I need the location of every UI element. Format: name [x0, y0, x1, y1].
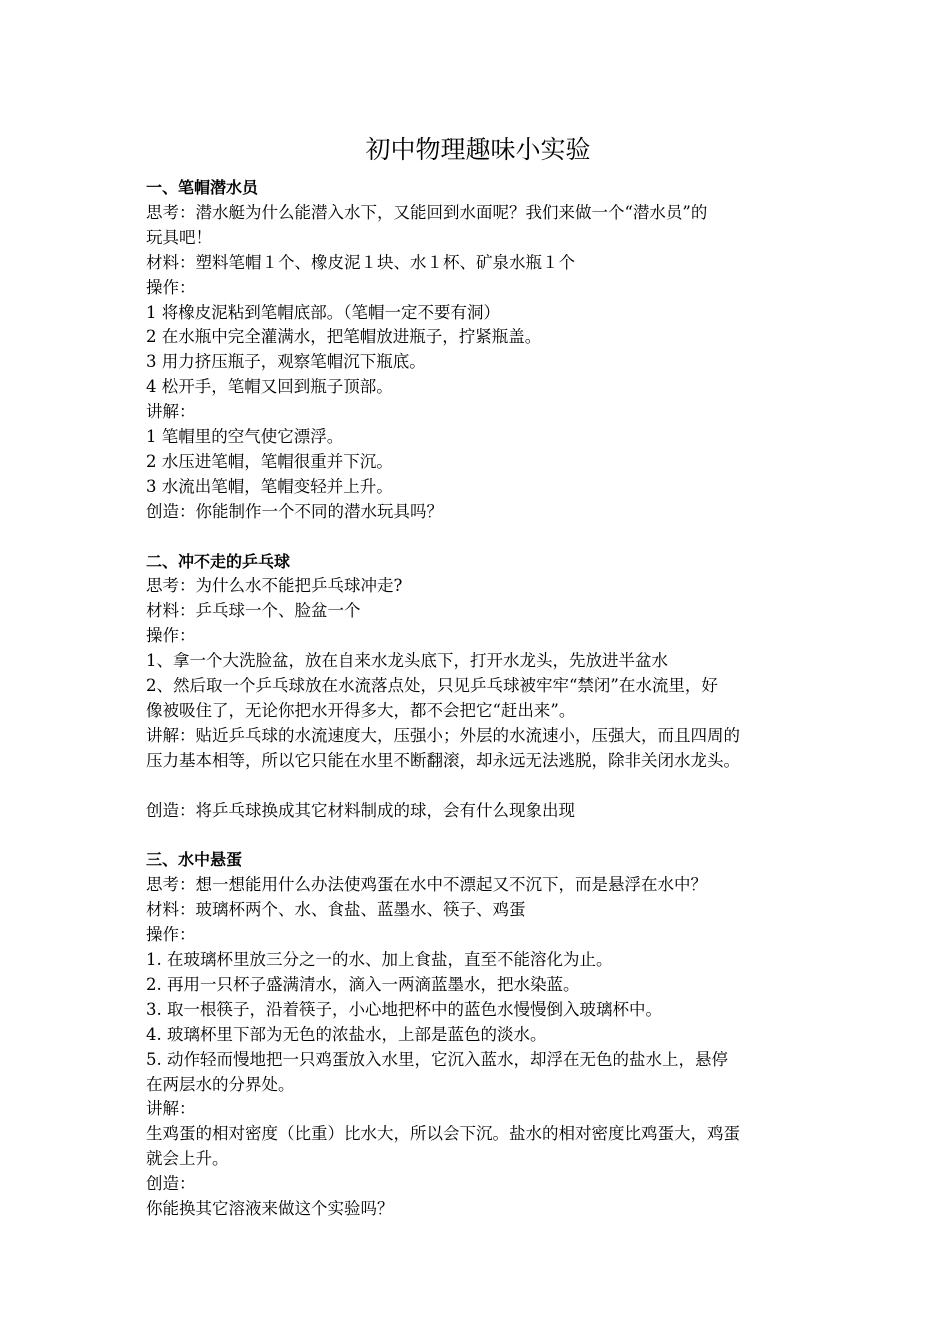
- paragraph-line: 3 用力挤压瓶子，观察笔帽沉下瓶底。: [146, 352, 426, 372]
- paragraph-line: 讲解：贴近乒乓球的水流速度大，压强小；外层的水流速小，压强大，而且四周的: [146, 725, 740, 745]
- paragraph-line: 操作：: [146, 626, 196, 646]
- paragraph-line: 思考：为什么水不能把乒乓球冲走?: [146, 576, 403, 596]
- section-suspended-egg: [146, 848, 810, 1222]
- paragraph-line: 2、然后取一个乒乓球放在水流落点处，只见乒乓球被牢牢“禁闭”在水流里，好: [146, 676, 718, 696]
- blank-line: [146, 525, 810, 550]
- blank-line: [146, 774, 810, 799]
- paragraph-line: 材料：乒乓球一个、脸盆一个: [146, 601, 361, 621]
- section-heading: 一、笔帽潜水员: [146, 178, 259, 197]
- paragraph-line: 压力基本相等，所以它只能在水里不断翻滚，却永远无法逃脱，除非关闭水龙头。: [146, 750, 740, 770]
- paragraph-line: 讲解：: [146, 1099, 196, 1119]
- paragraph-line: 5. 动作轻而慢地把一只鸡蛋放入水里，它沉入蓝水，却浮在无色的盐水上，悬停: [146, 1049, 728, 1069]
- paragraph-line: 操作：: [146, 277, 196, 297]
- blank-line: [146, 824, 810, 849]
- paragraph-line: 创造：你能制作一个不同的潜水玩具吗？: [146, 501, 443, 521]
- section-heading: 三、水中悬蛋: [146, 850, 243, 870]
- document-page: [146, 130, 810, 1222]
- paragraph-line: 讲解：: [146, 402, 196, 422]
- paragraph-line: 3 水流出笔帽，笔帽变轻并上升。: [146, 476, 393, 496]
- paragraph-line: 创造：将乒乓球换成其它材料制成的球，会有什么现象出现: [146, 800, 575, 820]
- paragraph-line: 1 将橡皮泥粘到笔帽底部。（笔帽一定不要有洞）: [146, 302, 500, 322]
- paragraph-line: 1. 在玻璃杯里放三分之一的水、加上食盐，直至不能溶化为止。: [146, 950, 613, 970]
- paragraph-line: 思考：想一想能用什么办法使鸡蛋在水中不漂起又不沉下，而是悬浮在水中？: [146, 875, 707, 895]
- paragraph-line: 操作：: [146, 925, 196, 945]
- paragraph-line: 在两层水的分界处。: [146, 1074, 295, 1094]
- paragraph-line: 4. 玻璃杯里下部为无色的浓盐水，上部是蓝色的淡水。: [146, 1024, 547, 1044]
- paragraph-line: 1、拿一个大洗脸盆，放在自来水龙头底下，打开水龙头，先放进半盆水: [146, 651, 668, 671]
- paragraph-line: 材料：塑料笔帽１个、橡皮泥１块、水１杯、矿泉水瓶１个: [146, 252, 575, 272]
- paragraph-line: 玩具吧！: [146, 227, 212, 247]
- paragraph-line: 生鸡蛋的相对密度（比重）比水大，所以会下沉。盐水的相对密度比鸡蛋大，鸡蛋: [146, 1124, 740, 1144]
- paragraph-line: 3. 取一根筷子，沿着筷子，小心地把杯中的蓝色水慢慢倒入玻璃杯中。: [146, 999, 662, 1019]
- page-title: 初中物理趣味小实验: [365, 135, 591, 164]
- paragraph-line: 1 笔帽里的空气使它漂浮。: [146, 427, 344, 447]
- section-ping-pong-ball: [146, 550, 810, 824]
- paragraph-line: 材料：玻璃杯两个、水、食盐、蓝墨水、筷子、鸡蛋: [146, 900, 526, 920]
- paragraph-line: 你能换其它溶液来做这个实验吗？: [146, 1199, 394, 1219]
- paragraph-line: 像被吸住了，无论你把水开得多大，都不会把它“赶出来”。: [146, 701, 576, 721]
- paragraph-line: 思考：潜水艇为什么能潜入水下，又能回到水面呢？我们来做一个“潜水员”的: [146, 202, 708, 222]
- section-diving-cap: [146, 176, 810, 525]
- paragraph-line: 就会上升。: [146, 1149, 229, 1169]
- paragraph-line: 2 在水瓶中完全灌满水，把笔帽放进瓶子，拧紧瓶盖。: [146, 327, 542, 347]
- paragraph-line: 2 水压进笔帽，笔帽很重并下沉。: [146, 451, 393, 471]
- section-heading: 二、冲不走的乒乓球: [146, 551, 291, 571]
- paragraph-line: 4 松开手，笔帽又回到瓶子顶部。: [146, 377, 393, 397]
- paragraph-line: 2. 再用一只杯子盛满清水，滴入一两滴蓝墨水，把水染蓝。: [146, 974, 580, 994]
- paragraph-line: 创造：: [146, 1174, 196, 1194]
